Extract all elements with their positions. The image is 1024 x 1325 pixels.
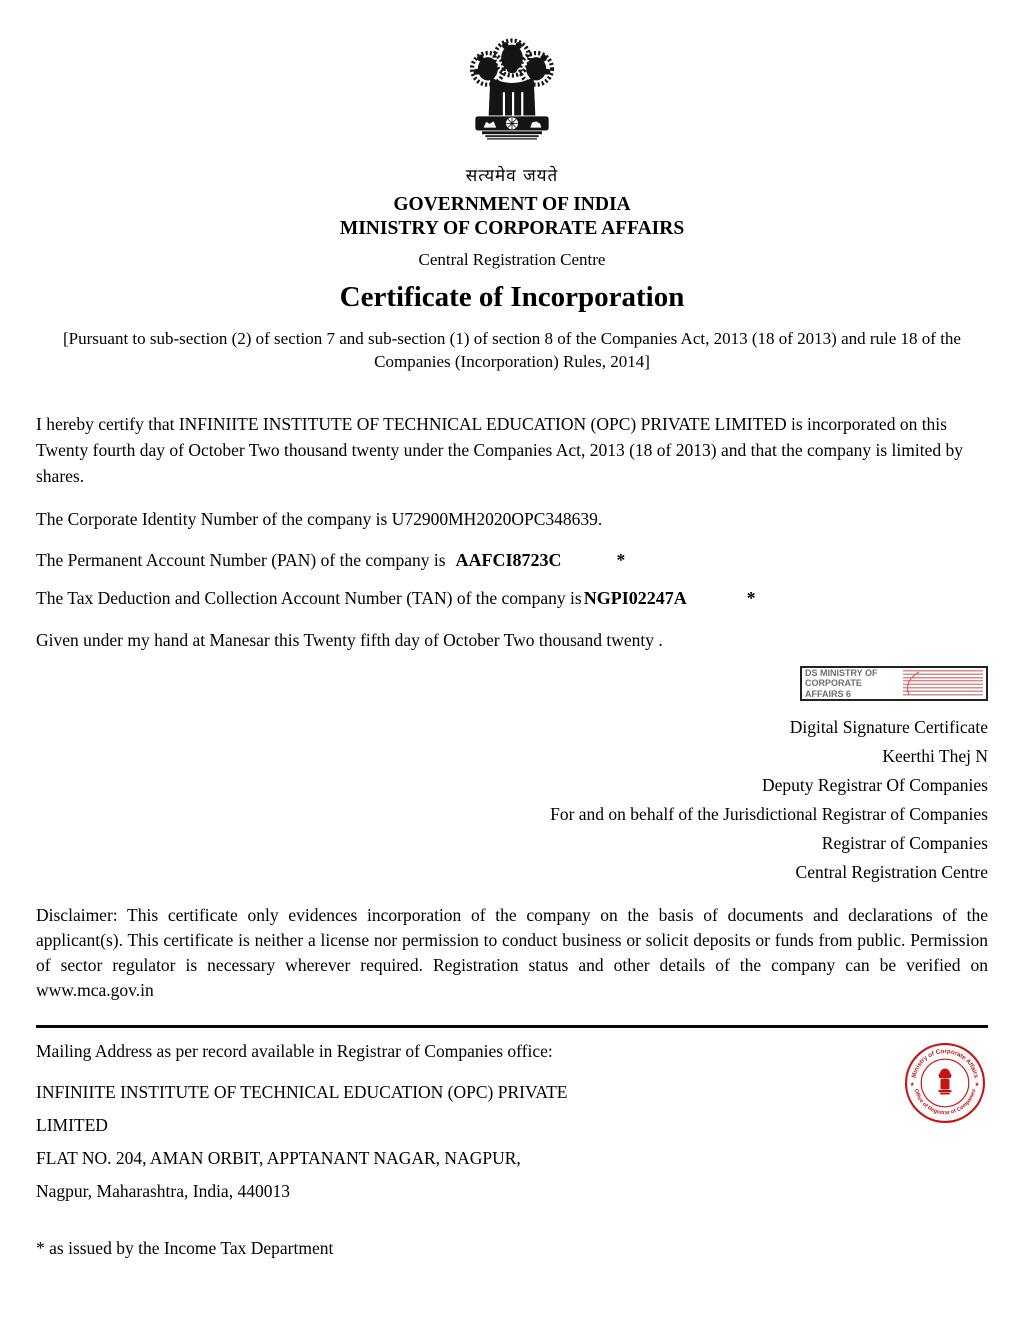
government-of-india-heading: GOVERNMENT OF INDIA [393, 194, 631, 215]
seal-left-star: ★ [909, 1081, 915, 1088]
signature-line-crc: Central Registration Centre [795, 862, 988, 882]
signature-squiggle-icon [895, 670, 925, 697]
seal-pillar-icon [938, 1068, 951, 1094]
tan-value: NGPI02247A [583, 588, 687, 608]
satyameva-jayate-motto: सत्यमेव जयते [465, 166, 559, 186]
income-tax-footnote: * as issued by the Income Tax Department [36, 1238, 334, 1258]
ministry-heading: MINISTRY OF CORPORATE AFFAIRS [339, 218, 685, 239]
lion-capital-icon [462, 30, 562, 156]
disclaimer-paragraph: Disclaimer: This certificate only evidences incorporation of the company on the basis of documents and declarations of the applicant(s). This certificate is neither a license nor permission to conduct business or solicit deposits or funds from public. Permission of sector regulator is necessary wherever required. Registration status and other details of the company can be verified on www.mca.gov.in [36, 905, 988, 1000]
address-line-company-1: INFINIITE INSTITUTE OF TECHNICAL EDUCATION (OPC) PRIVATE [36, 1082, 568, 1102]
pan-line [36, 547, 988, 573]
seal-bottom-text: Office of Registrar of Companies [912, 1088, 978, 1117]
section-divider [36, 1025, 988, 1028]
pan-value: AAFCI8723C [455, 550, 562, 570]
pursuant-subtitle: [Pursuant to sub-section (2) of section 7 and sub-section (1) of section 8 of the Companies Act, 2013 (18 of 2013) and rule 18 of the Companies (Incorporation) Rules, 2014] [63, 329, 961, 371]
pan-asterisk: * [616, 550, 626, 570]
mailing-address-block [36, 1076, 988, 1208]
pan-prefix: The Permanent Account Number (PAN) of the company is [36, 550, 446, 570]
address-line-street: FLAT NO. 204, AMAN ORBIT, APPTANANT NAGAR, NAGPUR, [36, 1148, 521, 1168]
central-registration-centre-heading: Central Registration Centre [418, 250, 606, 269]
mailing-address-heading: Mailing Address as per record available in Registrar of Companies office: [36, 1041, 553, 1061]
signature-line-roc: Registrar of Companies [821, 833, 988, 853]
signature-line-behalf: For and on behalf of the Jurisdictional Registrar of Companies [550, 804, 988, 824]
certificate-title: Certificate of Incorporation [339, 281, 685, 313]
ds-label-line2: CORPORATE AFFAIRS 6 [805, 678, 862, 699]
ds-label-line1: DS MINISTRY OF [805, 667, 878, 678]
roc-red-seal [904, 1042, 986, 1124]
tan-prefix: The Tax Deduction and Collection Account Number (TAN) of the company is [36, 588, 582, 608]
signature-line-dsc: Digital Signature Certificate [789, 717, 988, 737]
ds-signature-fineprint [903, 670, 983, 697]
roc-seal-icon [904, 1042, 986, 1124]
seal-right-star: ★ [974, 1081, 980, 1088]
address-line-city: Nagpur, Maharashtra, India, 440013 [36, 1181, 290, 1201]
signature-line-designation: Deputy Registrar Of Companies [762, 775, 988, 795]
cin-line: The Corporate Identity Number of the company is U72900MH2020OPC348639. [36, 509, 603, 529]
seal-top-text: Ministry of Corporate Affairs [910, 1048, 980, 1079]
document-header [36, 0, 988, 373]
tan-asterisk: * [746, 588, 756, 608]
signature-line-name: Keerthi Thej N [882, 746, 988, 766]
tan-line [36, 585, 988, 611]
signature-block [36, 713, 988, 887]
address-line-company-2: LIMITED [36, 1115, 108, 1135]
svg-text:Office of Registrar of Compani [913, 1088, 978, 1116]
india-emblem [36, 0, 988, 161]
certify-paragraph: I hereby certify that INFINIITE INSTITUTE OF TECHNICAL EDUCATION (OPC) PRIVATE LIMITED is incorporated on this Twenty fourth day of October Two thousand twenty under the Companies Act, 2013 (18 of 2013) and that the company is limited by shares. [36, 414, 963, 486]
given-under-hand-line: Given under my hand at Manesar this Twenty fifth day of October Two thousand twenty . [36, 630, 663, 650]
digital-signature-stamp [800, 666, 988, 701]
